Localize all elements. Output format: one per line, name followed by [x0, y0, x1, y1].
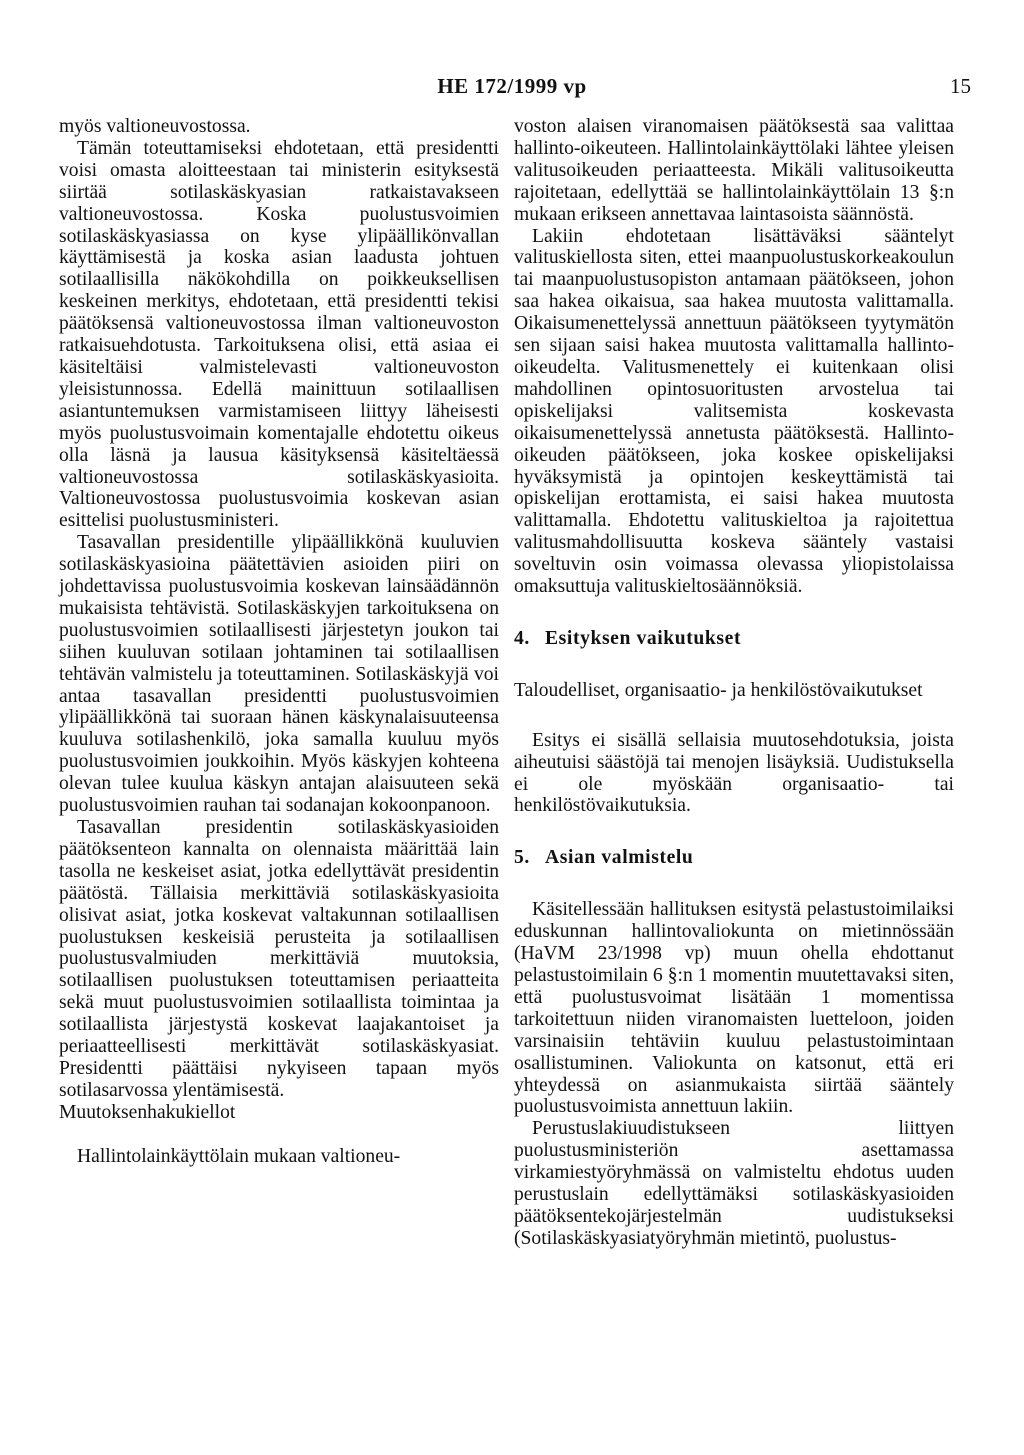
paragraph: Käsitellessään hallituksen esitystä pelastustoimilaiksi eduskunnan hallintovaliokunta on mietinnössään (HaVM 23/1998 vp) muun ohella ehdottanut pelastustoimilain 6 §:n 1 momentin muutettavaksi siten, että puolustusvoimat lisätään 1 momentissa tarkoitettuun niiden viranomaisten luetteloon, joiden varsinaisiin tehtäviin kuuluu pelastustoimintaan osallistuminen. Valiokunta on katsonut, että eri yhteydessä on asianmukaista siirtää sääntely puolustusvoimista annettuun lakiin. — [514, 899, 954, 1118]
subheading: Taloudelliset, organisaatio- ja henkilöstövaikutukset — [514, 679, 923, 701]
paragraph: Esitys ei sisällä sellaisia muutosehdotuksia, joista aiheutuisi säästöjä tai menojen lisäyksiä. Uudistuksella ei ole myöskään organisaatio- tai henkilöstövaikutuksia. — [514, 729, 954, 817]
subheading: Muutoksenhakukiellot — [59, 1101, 236, 1123]
document-title: HE 172/1999 vp — [437, 74, 587, 98]
paragraph: Hallintolainkäyttölain mukaan valtioneu- — [77, 1145, 401, 1167]
right-column — [514, 116, 954, 1250]
section-title: Esityksen vaikutukset — [545, 627, 742, 649]
paragraph: Tasavallan presidentille ylipäällikkönä kuuluvien sotilaskäskyasioina päätettävien asioiden piiri on johdettavissa puolustusvoimia koskevan lainsäädännön mukaisista tehtävistä. Sotilaskäskyjen tarkoituksena on puolustusvoimien sotilaallisesti järjestetyn joukon tai siihen kuuluvan sotilaan johtaminen tai sotilaallisen tehtävän valmistelu ja toteuttaminen. Sotilaskäskyjä voi antaa tasavallan presidentti puolustusvoimien ylipäällikkönä tai suoraan hänen käskynalaisuuteensa kuuluva sotilashenkilö, joka samalla kuuluu myös puolustusvoimien joukkoihin. Myös käskyjen kohteena olevan tulee kuulua käskyn antajan alaisuuteen sekä puolustusvoimien rauhan tai sodanajan kokoonpanoon. — [59, 532, 499, 817]
section-heading-5 — [514, 847, 954, 869]
paragraph: Tasavallan presidentin sotilaskäskyasioiden päätöksenteon kannalta on olennaista määrittää lain tasolla ne keskeiset asiat, jotka edellyttävät presidentin päätöstä. Tällaisia merkittäviä sotilaskäskyasioita olisivat asiat, jotka koskevat valtakunnan sotilaallisen puolustuksen keskeisiä perusteita ja sotilaallisen puolustusvalmiuden merkittäviä muutoksia, sotilaallisen puolustuksen toteuttamisen periaatteita sekä muut puolustusvoimien sotilaallista toimintaa ja sotilaallista järjestystä koskevat laajakantoiset ja periaatteellisesti merkittävät sotilaskäskyasiat. Presidentti päättäisi nykyiseen tapaan myös sotilasarvossa ylentämisestä. — [59, 817, 499, 1101]
left-column — [59, 116, 499, 1168]
page-number: 15 — [950, 74, 971, 98]
paragraph: Perustuslakiuudistukseen liittyen puolustusministeriön asettamassa virkamiestyöryhmässä on valmisteltu ehdotus uuden perustuslain edellyttämäksi sotilaskäskyasioiden päätöksentekojärjestelmän uudistukseksi (Sotilaskäskyasiatyöryhmän mietintö, puolustus- — [514, 1118, 954, 1249]
section-number: 5. — [514, 847, 530, 869]
page-header — [0, 74, 1024, 104]
paragraph: Lakiin ehdotetaan lisättäväksi sääntelyt valituskiellosta siten, ettei maanpuolustuskorkeakoulun tai maanpuolustusopiston antamaan päätökseen, johon saa hakea oikaisua, saa hakea muutosta valittamalla. Oikaisumenettelyssä annettuun päätökseen tyytymätön sen sijaan saisi hakea muutosta valittamalla hallinto-oikeudelta. Valitusmenettely ei kuitenkaan olisi mahdollinen opintosuoritusten arvostelua tai opiskelijaksi valitsemista koskevasta oikaisumenettelyssä annetusta päätöksestä. Hallinto-oikeuden päätökseen, joka koskee opiskelijaksi hyväksymistä ja opintojen keskeyttämistä tai opiskelijan erottamista, ei saisi hakea muutosta valittamalla. Ehdotettu valituskieltoa ja rajoitettua valitusmahdollisuutta koskeva sääntely vastaisi soveltuvin osin voimassa olevassa yliopistolaissa omaksuttuja valituskieltosäännöksiä. — [514, 225, 954, 598]
paragraph: voston alaisen viranomaisen päätöksestä saa valittaa hallinto-oikeuteen. Hallintolainkäyttölaki lähtee yleisen valitusoikeuden periaatteesta. Mikäli valitusoikeutta rajoitetaan, edellyttää se hallintolainkäyttölain 13 §:n mukaan erikseen annettavaa laintasoista säännöstä. — [514, 116, 954, 225]
section-heading-4 — [514, 628, 954, 650]
section-number: 4. — [514, 627, 530, 649]
paragraph: Tämän toteuttamiseksi ehdotetaan, että presidentti voisi omasta aloitteestaan tai ministerin esityksestä siirtää sotilaskäskyasian ratkaistavakseen valtioneuvostossa. Koska puolustusvoimien sotilaskäskyasiassa on kyse ylipäällikönvallan käyttämisestä ja koska asian laadusta johtuen sotilaallisilla näkökohdilla on poikkeuksellisen keskeinen merkitys, ehdotetaan, että presidentti tekisi päätöksensä valtioneuvostossa ilman valtioneuvoston ratkaisuehdotusta. Tarkoituksena olisi, että asiaa ei käsiteltäisi valmistelevasti valtioneuvoston yleisistunnossa. Edellä mainittuun sotilaallisen asiantuntemuksen varmistamiseen liittyy läheisesti myös puolustusvoimain komentajalle ehdotettu oikeus olla läsnä ja lausua käsityksensä käsiteltäessä valtioneuvostossa sotilaskäskyasioita. Valtioneuvostossa puolustusvoimia koskevan asian esittelisi puolustusministeri. — [59, 137, 499, 532]
section-title: Asian valmistelu — [545, 847, 694, 869]
paragraph: myös valtioneuvostossa. — [59, 116, 251, 137]
